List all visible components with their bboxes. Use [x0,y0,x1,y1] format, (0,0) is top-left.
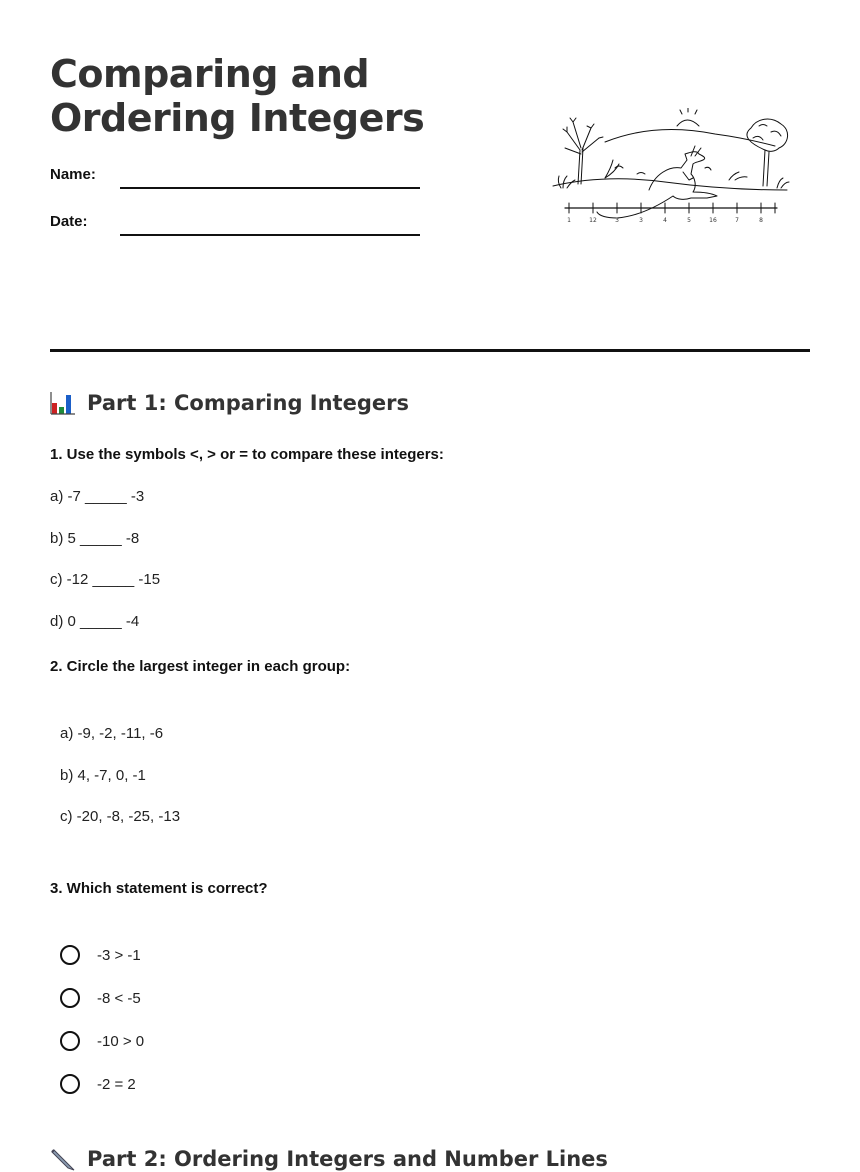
number-line-label: 16 [709,217,717,224]
radio-button[interactable] [60,1074,80,1094]
question-3-prompt: 3. Which statement is correct? [50,880,268,897]
q1-item-c: c) -12 _____ -15 [50,571,161,588]
q2-item-b: b) 4, -7, 0, -1 [60,767,146,784]
date-field[interactable] [120,234,420,236]
q3-option-1[interactable] [60,945,141,965]
number-line-label: 7 [735,217,739,224]
number-line-label: 5 [687,217,691,224]
q3-option-1-label: -3 > -1 [97,946,141,964]
pencil-icon [50,1146,76,1172]
radio-button[interactable] [60,1031,80,1051]
q1-item-d: d) 0 _____ -4 [50,613,140,630]
question-1-prompt: 1. Use the symbols <, > or = to compare these integers: [50,446,444,463]
name-label: Name: [50,166,96,183]
q3-option-3[interactable] [60,1031,144,1051]
kangaroo-illustration [545,108,795,253]
title-line-1: Comparing and [50,52,370,96]
number-line-label: 8 [759,217,763,224]
part2-heading [50,1146,608,1172]
part1-heading-text: Part 1: Comparing Integers [87,391,409,415]
radio-button[interactable] [60,945,80,965]
bar-chart-icon [50,390,76,416]
q2-item-a: a) -9, -2, -11, -6 [60,725,164,742]
number-line-label: 4 [663,217,667,224]
part1-heading [50,390,409,416]
worksheet-title [50,52,424,140]
number-line-label: 1 [567,217,571,224]
date-label: Date: [50,213,88,230]
radio-button[interactable] [60,988,80,1008]
q3-option-2[interactable] [60,988,141,1008]
q2-item-c: c) -20, -8, -25, -13 [60,808,181,825]
q1-item-b: b) 5 _____ -8 [50,530,140,547]
q1-item-a: a) -7 _____ -3 [50,488,145,505]
q3-option-3-label: -10 > 0 [97,1032,145,1050]
number-line-label: 3 [615,217,619,224]
title-line-2: Ordering Integers [50,96,425,140]
name-field[interactable] [120,187,420,189]
question-2-prompt: 2. Circle the largest integer in each group: [50,658,351,675]
q3-option-2-label: -8 < -5 [97,989,141,1007]
q3-option-4[interactable] [60,1074,136,1094]
q3-option-4-label: -2 = 2 [97,1075,136,1093]
number-line-label: 12 [589,217,597,224]
section-divider [50,349,810,352]
part2-heading-text: Part 2: Ordering Integers and Number Lines [87,1147,608,1171]
number-line-label: 3 [639,217,643,224]
